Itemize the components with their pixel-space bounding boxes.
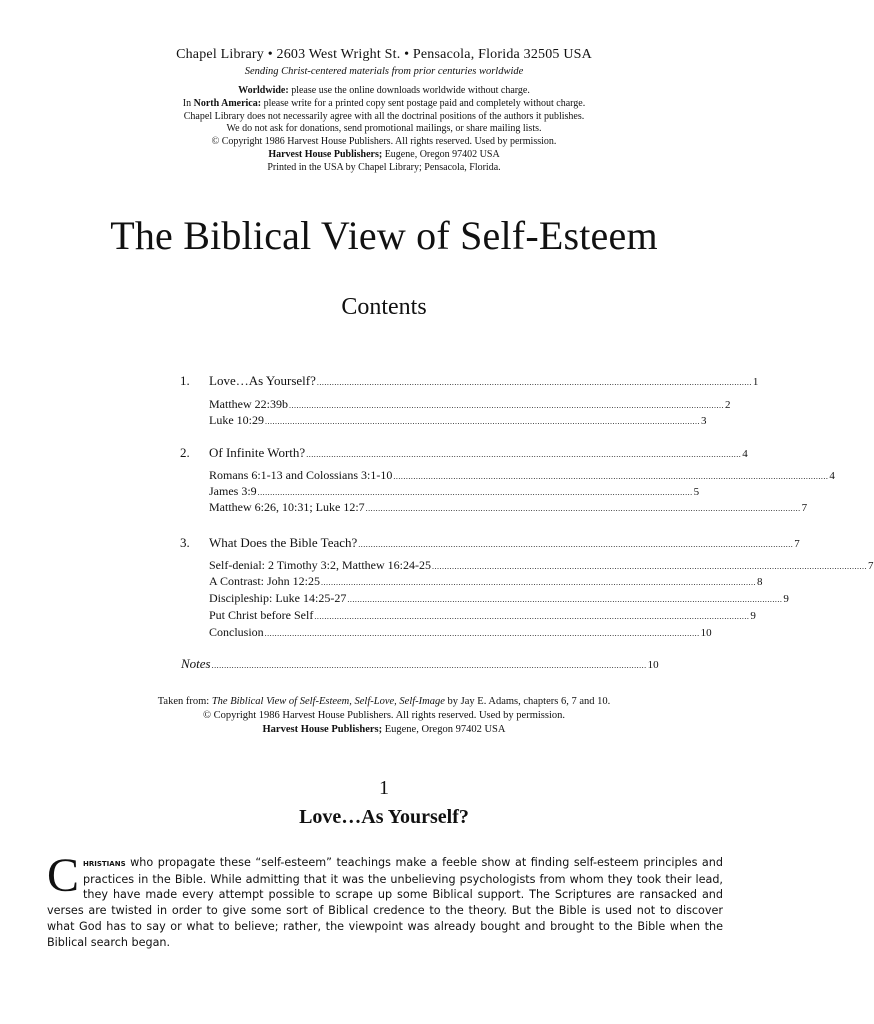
toc-number: 2. xyxy=(180,445,190,460)
toc-number: 3. xyxy=(180,535,190,550)
toc-entry-matthew-6[interactable] xyxy=(209,499,808,515)
source-publisher-label: Harvest House Publishers; xyxy=(262,724,383,735)
toc-entry-contrast[interactable] xyxy=(209,573,763,589)
toc-page: 4 xyxy=(829,470,835,482)
toc-entry-section-1[interactable] xyxy=(180,373,759,389)
toc-label: James 3:9 xyxy=(209,484,257,498)
toc-entry-discipleship[interactable] xyxy=(209,590,789,606)
toc-label: Put Christ before Self xyxy=(209,608,314,622)
toc-leader: .............................................................................................................................................................................. xyxy=(347,595,783,604)
publisher-label: Harvest House Publishers; xyxy=(268,148,383,160)
worldwide-text: please use the online downloads worldwide without charge. xyxy=(288,85,530,96)
publisher-address: Chapel Library • 2603 West Wright St. • Pensacola, Florida 32505 USA xyxy=(176,47,592,62)
contents-heading: Contents xyxy=(341,294,427,320)
toc-entry-notes[interactable] xyxy=(181,656,659,672)
publisher-text: Eugene, Oregon 97402 USA xyxy=(382,148,500,160)
drop-cap: C xyxy=(47,849,80,902)
toc-label: Love…As Yourself? xyxy=(209,373,316,388)
toc-entry-conclusion[interactable] xyxy=(209,624,712,640)
lead-word: hristians xyxy=(83,857,126,869)
publisher-tagline: Sending Christ-centered materials from prior centuries worldwide xyxy=(244,66,524,77)
na-prefix: In xyxy=(182,97,194,109)
toc-entry-luke-10[interactable] xyxy=(209,412,707,428)
toc-label: Discipleship: Luke 14:25-27 xyxy=(209,591,347,605)
publisher-line xyxy=(0,149,768,162)
toc-page: 2 xyxy=(725,399,731,411)
source-suffix: by Jay E. Adams, chapters 6, 7 and 10. xyxy=(444,696,611,707)
toc-label: Notes xyxy=(181,656,211,671)
toc-page: 3 xyxy=(701,415,707,427)
source-prefix: Taken from: xyxy=(157,696,212,707)
na-label: North America: xyxy=(193,97,262,109)
toc-label: Matthew 6:26, 10:31; Luke 12:7 xyxy=(209,500,365,514)
toc-leader: .............................................................................................................................................................................. xyxy=(211,661,647,670)
toc-entry-self-denial[interactable] xyxy=(209,557,874,573)
toc-leader: .............................................................................................................................................................................. xyxy=(264,629,700,638)
north-america-line xyxy=(0,98,768,111)
toc-label: A Contrast: John 12:25 xyxy=(209,574,321,588)
toc-label: Luke 10:29 xyxy=(209,413,264,427)
toc-page: 1 xyxy=(752,376,759,388)
toc-leader: .............................................................................................................................................................................. xyxy=(314,612,750,621)
toc-entry-section-2[interactable] xyxy=(180,445,748,461)
toc-entry-christ-before-self[interactable] xyxy=(209,607,756,623)
toc-leader: .............................................................................................................................................................................. xyxy=(306,450,742,459)
doctrinal-disclaimer: Chapel Library does not necessarily agree with all the doctrinal positions of the authors it publishes. xyxy=(183,110,585,122)
na-text: please write for a printed copy sent postage paid and completely without charge. xyxy=(261,97,586,109)
chapter-number: 1 xyxy=(379,777,389,799)
toc-leader: .............................................................................................................................................................................. xyxy=(393,472,829,481)
distribution-notice xyxy=(0,85,768,175)
chapter-paragraph xyxy=(47,849,723,950)
printed-line: Printed in the USA by Chapel Library; Pensacola, Florida. xyxy=(267,161,501,173)
toc-entry-section-3[interactable] xyxy=(180,535,800,551)
toc-page: 7 xyxy=(868,560,874,572)
source-credit xyxy=(0,695,768,737)
toc-label: What Does the Bible Teach? xyxy=(209,535,358,550)
toc-label: Of Infinite Worth? xyxy=(209,445,306,460)
toc-leader: .............................................................................................................................................................................. xyxy=(257,488,693,497)
worldwide-label: Worldwide: xyxy=(238,85,289,96)
document-title: The Biblical View of Self-Esteem xyxy=(110,213,658,258)
toc-page: 7 xyxy=(794,538,800,550)
toc-leader: .............................................................................................................................................................................. xyxy=(265,417,700,426)
toc-label: Matthew 22:39b xyxy=(209,397,288,411)
toc-leader: .............................................................................................................................................................................. xyxy=(316,378,752,387)
toc-page: 8 xyxy=(757,576,763,588)
toc-label: Romans 6:1-13 and Colossians 3:1-10 xyxy=(209,468,393,482)
toc-entry-matthew-22[interactable] xyxy=(209,396,731,412)
toc-page: 10 xyxy=(700,627,712,639)
toc-entry-romans-6[interactable] xyxy=(209,467,835,483)
toc-page: 10 xyxy=(647,659,659,671)
source-line xyxy=(0,695,768,709)
toc-leader: .............................................................................................................................................................................. xyxy=(289,401,724,410)
toc-page: 9 xyxy=(783,593,789,605)
donation-disclaimer: We do not ask for donations, send promotional mailings, or share mailing lists. xyxy=(226,123,542,135)
source-publisher xyxy=(0,723,768,737)
toc-label: Conclusion xyxy=(209,625,264,639)
source-copyright: © Copyright 1986 Harvest House Publishers. All rights reserved. Used by permission. xyxy=(202,710,566,721)
toc-page: 4 xyxy=(742,448,748,460)
source-publisher-text: Eugene, Oregon 97402 USA xyxy=(382,724,506,735)
toc-entry-james-3[interactable] xyxy=(209,483,700,499)
toc-label: Self-denial: 2 Timothy 3:2, Matthew 16:24-25 xyxy=(209,558,431,572)
paragraph-text: who propagate these “self-esteem” teachings make a feeble show at finding self-esteem principles and practices in the Bible. While admitting that it was the unbelieving psychologists from whom they took their lead, they have made every attempt possible to scrape up some Biblical support. The Scriptures are ransacked and verses are twisted in order to give some sort of Biblical credence to the theory. But the Bible is used not to discover what God has to say or what to believe; rather, the viewpoint was already bought and brought to the Bible when the Biblical search began. xyxy=(47,856,723,949)
chapter-title: Love…As Yourself? xyxy=(299,806,469,828)
toc-page: 7 xyxy=(801,502,808,514)
copyright-line: © Copyright 1986 Harvest House Publishers. All rights reserved. Used by permission. xyxy=(211,136,557,148)
source-book-title: The Biblical View of Self-Esteem, Self-Love, Self-Image xyxy=(211,696,445,707)
toc-leader: .............................................................................................................................................................................. xyxy=(358,540,794,549)
toc-leader: .............................................................................................................................................................................. xyxy=(321,578,757,587)
toc-number: 1. xyxy=(180,373,190,388)
toc-leader: .............................................................................................................................................................................. xyxy=(432,562,867,571)
toc-page: 9 xyxy=(750,610,756,622)
worldwide-line xyxy=(0,85,768,98)
toc-page: 5 xyxy=(693,486,700,498)
toc-leader: .............................................................................................................................................................................. xyxy=(365,504,801,513)
